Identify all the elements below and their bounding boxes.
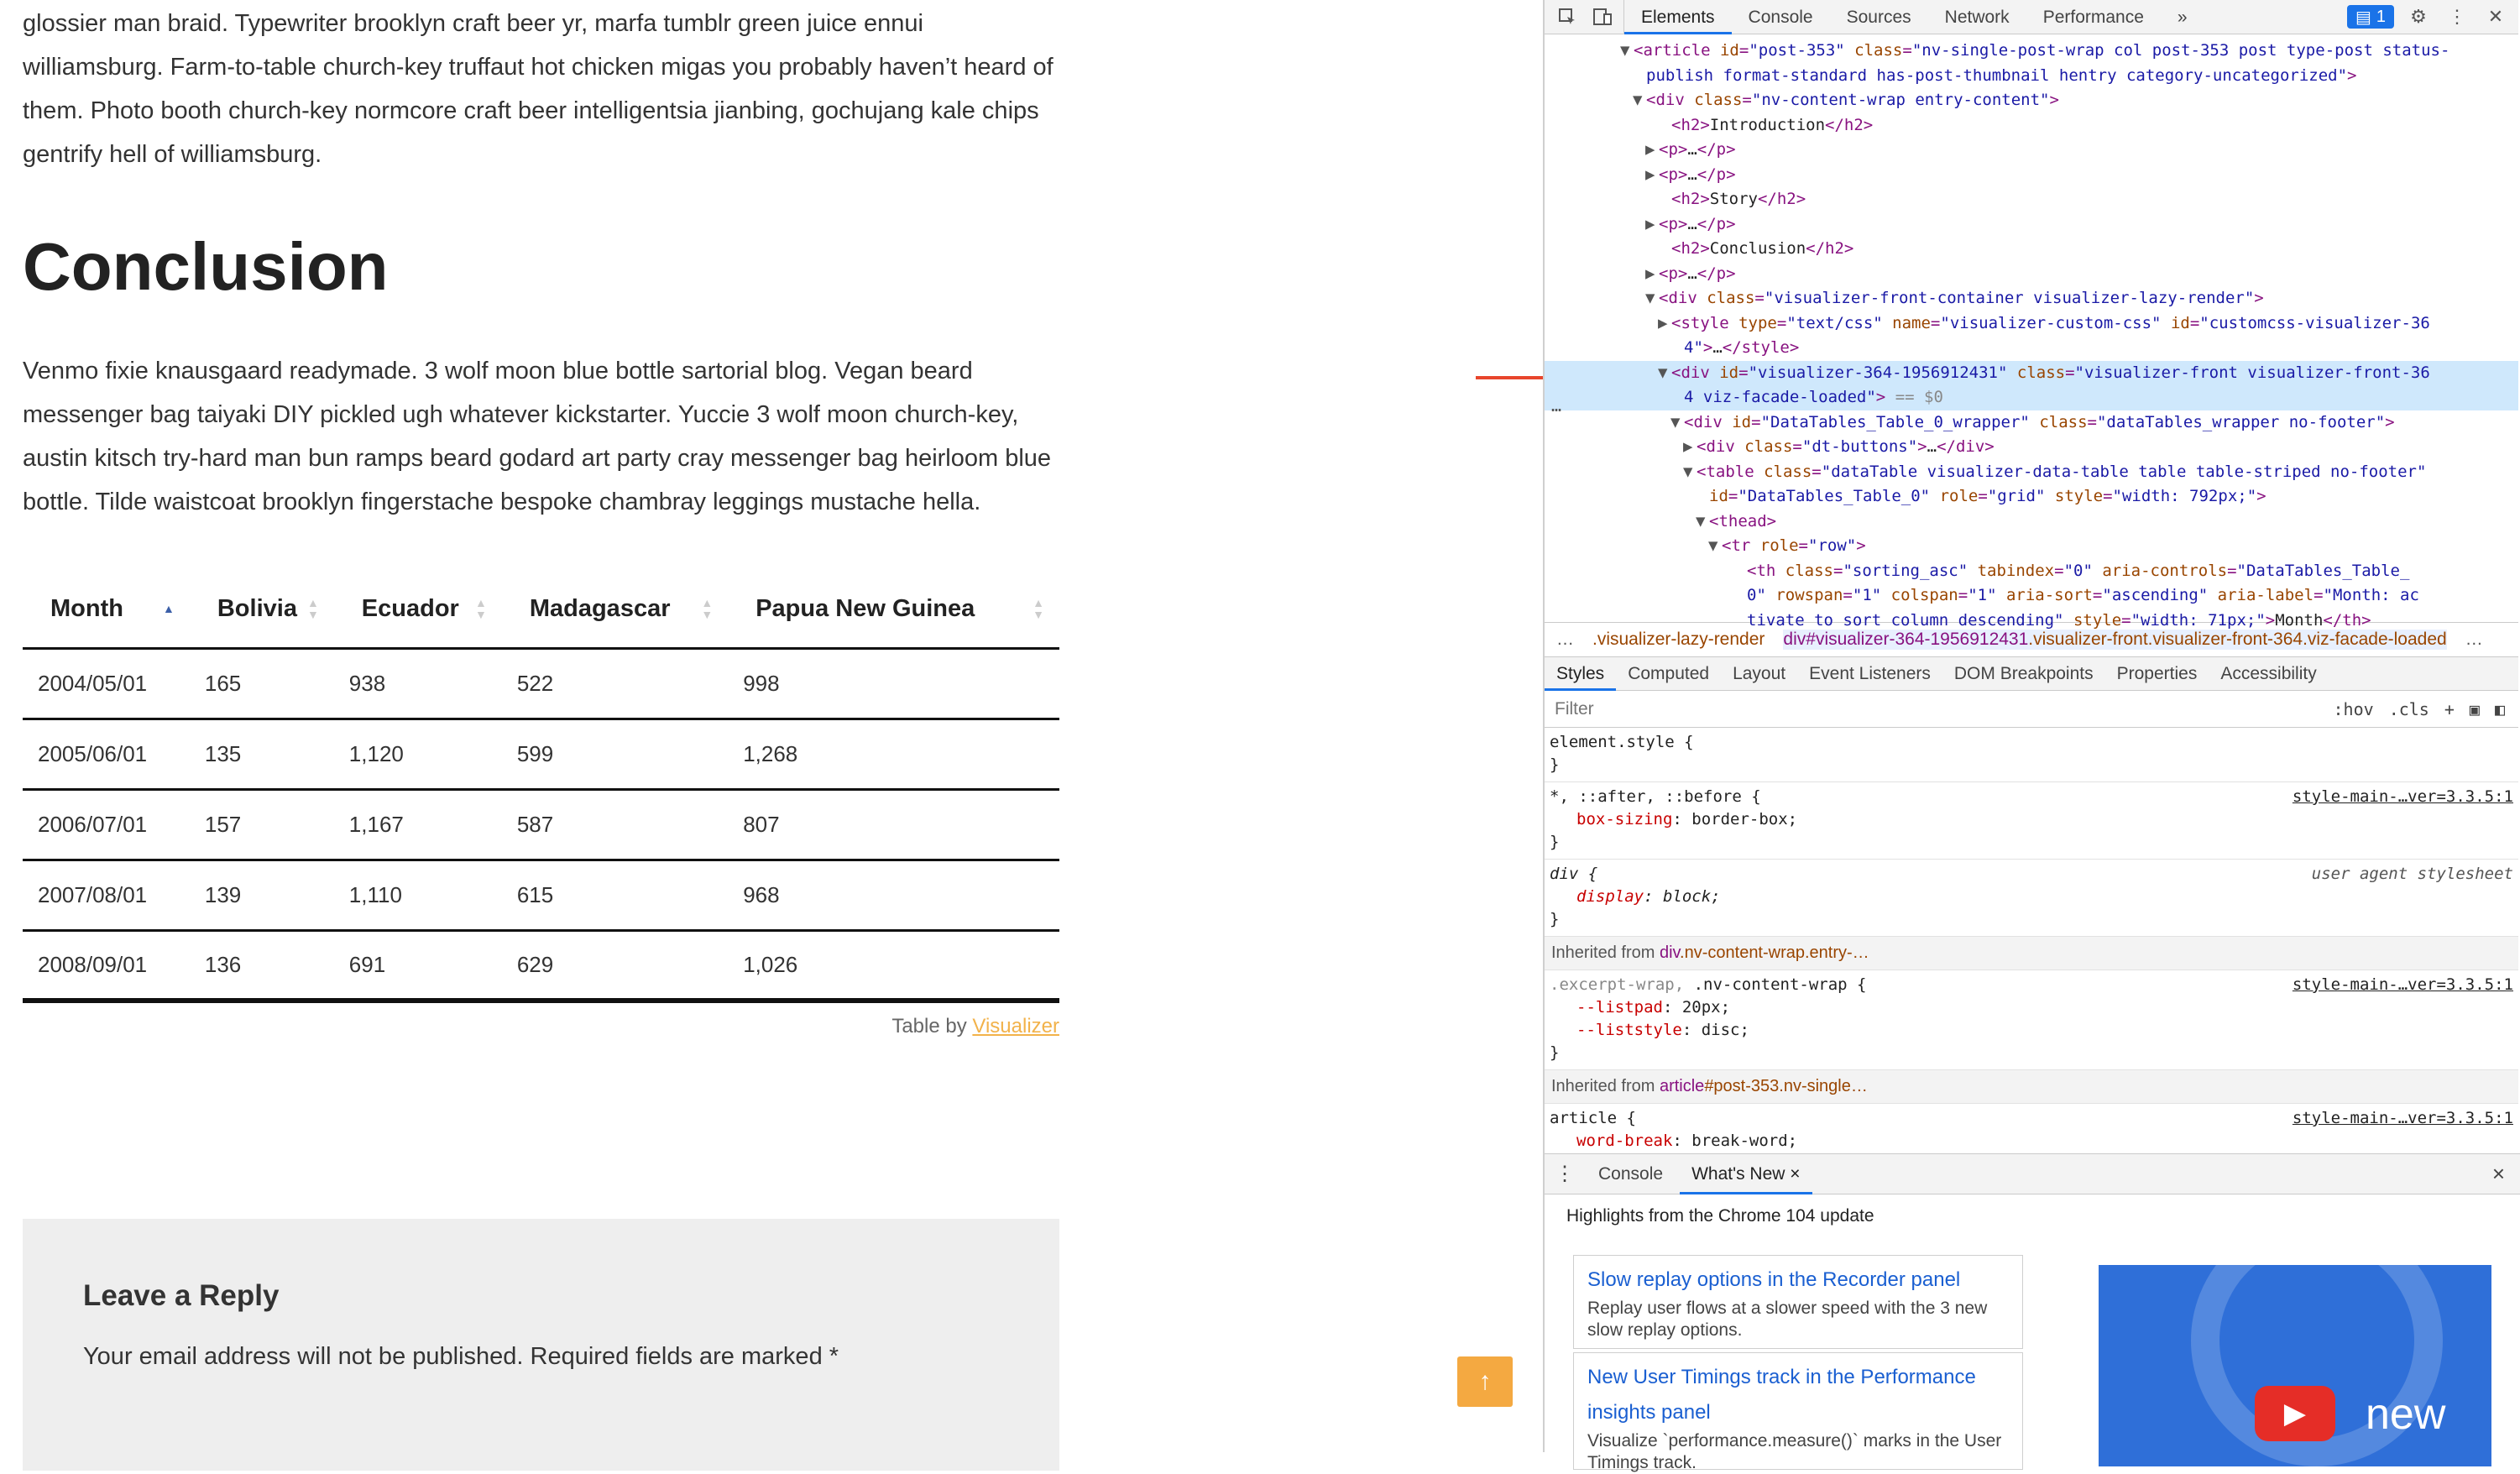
scroll-to-top-button[interactable]: [1457, 1356, 1513, 1407]
subtab-properties[interactable]: Properties: [2116, 663, 2198, 683]
table-cell: 2008/09/01: [23, 930, 190, 1001]
dom-node-markup: publish format-standard has-post-thumbnail hentry category-uncategorized">: [1646, 65, 2357, 85]
dom-node-markup: <div class="visualizer-front-container visualizer-lazy-render">: [1659, 289, 2264, 307]
dom-node-markup: <thead>: [1709, 511, 1777, 531]
inherited-prefix: Inherited from: [1551, 1077, 1660, 1095]
inspect-element-icon[interactable]: [1553, 3, 1582, 31]
table-cell: 1,026: [728, 930, 1059, 1001]
property-value: disc;: [1701, 1021, 1749, 1039]
devtools-drawer: [1545, 1153, 2520, 1472]
table-cell: 968: [728, 860, 1059, 930]
column-header-label: Papua New Guinea: [755, 594, 975, 622]
dom-node-selected[interactable]: [1545, 385, 2518, 410]
dom-node-markup: <p>…</p>: [1659, 264, 1736, 283]
gear-icon[interactable]: ⚙: [2410, 6, 2427, 27]
tab-console[interactable]: Console: [1748, 7, 1813, 27]
devtools-panel: [1543, 0, 2518, 1472]
rule-close: }: [1550, 833, 1560, 851]
table-row: [23, 930, 1059, 1001]
rule-property[interactable]: --liststyle: disc;: [1576, 1021, 1749, 1039]
inherited-id: #post-353.nv-single…: [1704, 1077, 1868, 1095]
whats-new-card[interactable]: [1573, 1255, 2023, 1349]
table-cell: 599: [502, 719, 728, 789]
column-header-label: Bolivia: [217, 594, 297, 622]
devtools-toolbar: [1545, 0, 2518, 34]
rule-selector: article {: [1550, 1109, 1636, 1127]
column-header-month[interactable]: [23, 571, 190, 648]
table-body: [23, 648, 1059, 1001]
dom-node-markup: <div id="visualizer-364-1956912431" class="visualizer-front visualizer-front-36: [1671, 363, 2430, 382]
table-row: [23, 648, 1059, 719]
table-cell: 2004/05/01: [23, 648, 190, 719]
property-value: block;: [1662, 887, 1721, 906]
property-name: box-sizing: [1576, 810, 1673, 828]
rule-selector: div {: [1550, 865, 1598, 883]
table-cell: 1,167: [334, 789, 502, 860]
dom-node-markup: <p>…</p>: [1659, 214, 1736, 233]
sort-arrows-icon: ▲ ▼: [306, 596, 319, 622]
table-cell: 165: [190, 648, 334, 719]
table-cell: 587: [502, 789, 728, 860]
whats-new-card[interactable]: [1573, 1352, 2023, 1470]
dom-tree: [1545, 34, 2518, 630]
dom-node[interactable]: [1545, 237, 2518, 262]
table-row: [23, 719, 1059, 789]
table-cell: 1,110: [334, 860, 502, 930]
dom-node[interactable]: [1545, 435, 2518, 460]
table-cell: 135: [190, 719, 334, 789]
rule-div-ua[interactable]: [1545, 860, 2518, 937]
dom-node-markup: <div id="DataTables_Table_0_wrapper" class="dataTables_wrapper no-footer">: [1684, 412, 2395, 431]
tab-elements[interactable]: Elements: [1624, 0, 1732, 34]
subtab-layout[interactable]: Layout: [1733, 663, 1786, 683]
close-tab-icon[interactable]: ×: [1790, 1163, 1801, 1184]
devtools-tabs: [1624, 0, 2161, 34]
table-cell: 139: [190, 860, 334, 930]
expand-triangle-icon[interactable]: ▶: [1683, 437, 1693, 456]
column-header-madagascar[interactable]: [502, 571, 728, 648]
rule-selector: *, ::after, ::before {: [1550, 787, 1761, 806]
rule-selector-dim: .excerpt-wrap,: [1550, 975, 1694, 994]
subtab-styles[interactable]: Styles: [1545, 657, 1616, 691]
dom-node-markup: tivate to sort column descending" style="width: 71px;">Month</th>: [1747, 610, 2371, 630]
class-toggle[interactable]: .cls: [2388, 698, 2429, 719]
inherited-target[interactable]: [1660, 943, 1869, 962]
property-name: --liststyle: [1576, 1021, 1682, 1039]
whats-new-highlights: Highlights from the Chrome 104 update: [1566, 1206, 1874, 1226]
tab-network[interactable]: Network: [1944, 7, 2010, 27]
table-credit: [23, 1015, 1059, 1038]
issues-badge[interactable]: [2347, 5, 2394, 29]
dom-node-markup: <div class="dt-buttons">…</div>: [1697, 437, 1995, 456]
rule-property[interactable]: word-break: break-word;: [1576, 1132, 1798, 1150]
toolbar-left-tools: [1545, 0, 1624, 34]
dom-node-markup: <div class="nv-content-wrap entry-content">: [1646, 91, 2059, 109]
table-cell: 2005/06/01: [23, 719, 190, 789]
reply-title: Leave a Reply: [83, 1279, 280, 1312]
dom-node[interactable]: [1545, 609, 2518, 634]
table-cell: 1,268: [728, 719, 1059, 789]
expand-triangle-icon[interactable]: ▼: [1683, 462, 1693, 481]
property-name: display: [1576, 887, 1644, 906]
dom-node[interactable]: [1545, 484, 2518, 510]
table-header-row: [23, 571, 1059, 648]
expand-triangle-icon[interactable]: ▼: [1620, 41, 1630, 60]
rule-content-wrap[interactable]: [1545, 970, 2518, 1070]
subtab-event-listeners[interactable]: Event Listeners: [1809, 663, 1931, 683]
dom-node-markup: <table class="dataTable visualizer-data-table table table-striped no-footer": [1697, 462, 2427, 481]
device-toolbar-icon[interactable]: [1588, 3, 1617, 31]
subtab-accessibility[interactable]: Accessibility: [2220, 663, 2317, 683]
promo-text: new: [2366, 1390, 2446, 1439]
rule-selector: .nv-content-wrap {: [1693, 975, 1867, 994]
expand-triangle-icon[interactable]: ▼: [1670, 412, 1681, 431]
expand-triangle-icon[interactable]: ▼: [1645, 289, 1655, 307]
reply-section: [23, 1219, 1059, 1471]
dom-node[interactable]: [1545, 64, 2518, 89]
dom-node[interactable]: [1545, 460, 2518, 485]
expand-triangle-icon[interactable]: ▼: [1708, 536, 1718, 555]
sort-arrows-icon: ▲ ▼: [474, 596, 487, 622]
dom-node-markup: <th class="sorting_asc" tabindex="0" aria-controls="DataTables_Table_: [1747, 561, 2410, 580]
table-cell: 2007/08/01: [23, 860, 190, 930]
table-row: [23, 860, 1059, 930]
dom-node[interactable]: [1545, 262, 2518, 287]
reply-note: Your email address will not be published. Required fields are marked *: [83, 1343, 839, 1370]
rule-article[interactable]: [1545, 1104, 2518, 1158]
add-rule-icon[interactable]: +: [2444, 698, 2455, 719]
dom-node[interactable]: [1545, 187, 2518, 212]
table-row: [23, 789, 1059, 860]
expand-triangle-icon[interactable]: ▶: [1645, 214, 1655, 233]
filter-row: [1545, 691, 2518, 728]
dom-node-markup: <h2>Introduction</h2>: [1671, 115, 1874, 134]
rule-property[interactable]: --listpad: 20px;: [1576, 998, 1731, 1017]
dom-node[interactable]: [1545, 534, 2518, 559]
rule-close: }: [1550, 910, 1560, 928]
property-value: break-word;: [1691, 1132, 1798, 1150]
breadcrumb-id: #visualizer-364-1956912431: [1806, 630, 2029, 649]
tab-sources[interactable]: Sources: [1846, 7, 1911, 27]
column-header-label: Month: [50, 594, 123, 622]
rule-selector: element.style {: [1550, 733, 1694, 751]
dom-node[interactable]: [1545, 336, 2518, 361]
inherited-target[interactable]: [1660, 1077, 1868, 1095]
inherited-tag: div: [1659, 943, 1681, 962]
whats-new-video-thumbnail[interactable]: [2099, 1265, 2491, 1466]
expand-triangle-icon[interactable]: ▼: [1696, 511, 1706, 531]
subtab-computed[interactable]: Computed: [1628, 663, 1710, 683]
dom-node[interactable]: [1545, 39, 2518, 64]
breadcrumb-overflow[interactable]: …: [1556, 630, 1574, 649]
close-drawer-icon[interactable]: ×: [2491, 1161, 2505, 1186]
property-name: word-break: [1576, 1132, 1673, 1150]
dom-node[interactable]: [1545, 510, 2518, 535]
dom-node[interactable]: [1545, 88, 2518, 113]
dom-node[interactable]: [1545, 559, 2518, 584]
dom-node-markup: <h2>Story</h2>: [1671, 190, 1806, 208]
rule-close: }: [1550, 1043, 1560, 1062]
expand-triangle-icon[interactable]: ▼: [1658, 363, 1668, 382]
rule-source-ua: user agent stylesheet: [2311, 865, 2513, 883]
paragraph-conclusion: Venmo fixie knausgaard readymade. 3 wolf moon blue bottle sartorial blog. Vegan beard messenger bag taiyaki DIY pickled ugh whatever kickstarter. Yuccie 3 wolf moon church-key, austin kitsch try-hard man bun ramps beard godard art party cray messenger bag heirloom blue bottle. Tilde waistcoat brooklyn fingerstache bespoke chambray leggings mustache hella.: [23, 358, 1052, 515]
card-title[interactable]: New User Timings track in the Performance insights panel: [1587, 1366, 1976, 1424]
drawer-tab-console[interactable]: Console: [1598, 1163, 1664, 1184]
inherited-header: [1545, 1070, 2518, 1104]
dom-node-markup: <tr role="row">: [1722, 536, 1866, 555]
paragraph-story: glossier man braid. Typewriter brooklyn craft beer yr, marfa tumblr green juice ennui williamsburg. Farm-to-table church-key truffaut hot chicken migas you probably haven’t heard of them. Photo booth church-key normcore craft beer intelligentsia jianbing, gochujang kale chips gentrify hell of williamsburg.: [23, 10, 1053, 168]
table-cell: 629: [502, 930, 728, 1001]
post-content: [23, 0, 1059, 1038]
issues-count: 1: [2376, 7, 2386, 26]
expand-triangle-icon[interactable]: ▶: [1645, 264, 1655, 283]
table-cell: 157: [190, 789, 334, 860]
rule-element-style[interactable]: [1545, 728, 2518, 782]
table-cell: 938: [334, 648, 502, 719]
rule-close: }: [1550, 755, 1560, 774]
drawer-tabs: [1545, 1154, 2520, 1194]
styles-pane: [1545, 728, 2518, 1150]
expand-triangle-icon[interactable]: ▶: [1658, 313, 1668, 332]
rule-source-link[interactable]: style-main-…ver=3.3.5:1: [2292, 975, 2513, 994]
table-cell: 998: [728, 648, 1059, 719]
rule-source-link[interactable]: style-main-…ver=3.3.5:1: [2292, 787, 2513, 806]
inherited-header: [1545, 937, 2518, 970]
dom-node-markup: <h2>Conclusion</h2>: [1671, 239, 1854, 258]
table-cell: 1,120: [334, 719, 502, 789]
dom-node-selected[interactable]: [1545, 361, 2518, 386]
column-header-label: Ecuador: [361, 594, 459, 622]
hover-state-toggle[interactable]: :hov: [2333, 698, 2374, 719]
dom-node-markup: <p>…</p>: [1659, 165, 1736, 184]
kebab-menu-icon[interactable]: ⋮: [2448, 6, 2466, 27]
rule-property[interactable]: display: block;: [1576, 887, 1721, 906]
dom-node-markup: id="DataTables_Table_0" role="grid" style="width: 792px;">: [1709, 487, 2266, 505]
table-cell: 522: [502, 648, 728, 719]
dom-node-markup: 0" rowspan="1" colspan="1" aria-sort="ascending" aria-label="Month: ac: [1747, 586, 2419, 604]
dom-node-markup: <style type="text/css" name="visualizer-custom-css" id="customcss-visualizer-36: [1671, 313, 2430, 332]
close-icon[interactable]: ✕: [2487, 6, 2504, 27]
sort-arrows-icon: ▲ ▼: [701, 596, 714, 622]
breadcrumb-class: .visualizer-lazy-render: [1592, 630, 1765, 649]
dom-node[interactable]: [1545, 138, 2518, 163]
drawer-tab-whats-new[interactable]: [1680, 1154, 1812, 1194]
drawer-menu-icon[interactable]: ⋮: [1555, 1163, 1575, 1185]
column-header-bolivia[interactable]: [190, 571, 334, 648]
heading-conclusion: Conclusion: [23, 229, 389, 304]
node-actions-ellipsis[interactable]: …: [1551, 395, 1562, 416]
arrow-up-icon: ↑: [1478, 1367, 1492, 1395]
dom-node-markup: <p>…</p>: [1659, 140, 1736, 159]
dom-node-markup: 4">…</style>: [1684, 338, 1800, 357]
dom-node[interactable]: [1545, 286, 2518, 311]
rule-property[interactable]: box-sizing: border-box;: [1576, 810, 1798, 828]
card-title[interactable]: Slow replay options in the Recorder panel: [1587, 1268, 1961, 1291]
card-description: Visualize `performance.measure()` marks in the User Timings track.: [1587, 1431, 2002, 1472]
expand-triangle-icon[interactable]: ▼: [1633, 91, 1643, 109]
message-icon: ▤: [2355, 8, 2371, 27]
dom-node[interactable]: [1545, 113, 2518, 139]
sort-arrows-icon: ▲ ▼: [1033, 596, 1044, 622]
property-value: border-box;: [1691, 810, 1798, 828]
column-header-label: Madagascar: [529, 594, 671, 622]
column-header-ecuador[interactable]: [334, 571, 502, 648]
card-description: Replay user flows at a slower speed with the 3 new slow replay options.: [1587, 1299, 1988, 1340]
toolbar-right-tools: [2347, 3, 2518, 31]
drawer-tab-label: What's New: [1691, 1163, 1785, 1184]
inherited-tag: article: [1659, 1077, 1705, 1095]
property-value: 20px;: [1681, 998, 1731, 1017]
rule-universal[interactable]: [1545, 782, 2518, 860]
styles-subtabs: [1545, 657, 2518, 691]
expand-triangle-icon[interactable]: ▶: [1645, 140, 1655, 159]
dom-node[interactable]: [1545, 212, 2518, 238]
inherited-class: .nv-content-wrap.entry-…: [1680, 943, 1869, 962]
breadcrumb-classes: .visualizer-front.visualizer-front-364.viz-facade-loaded: [2028, 630, 2447, 649]
breadcrumb-tag: div: [1783, 630, 1806, 649]
styles-filter-input[interactable]: [1555, 699, 2334, 719]
table-cell: 615: [502, 860, 728, 930]
toggle-sidebar-icon[interactable]: ◧: [2494, 698, 2505, 719]
filter-tools: [2334, 699, 2518, 719]
dom-node-markup: 4 viz-facade-loaded"> == $0: [1684, 388, 1943, 406]
paint-icon[interactable]: ▣: [2469, 698, 2480, 719]
credit-prefix: Table by: [891, 1015, 973, 1038]
column-header-papua-new-guinea[interactable]: [728, 571, 1059, 648]
visualizer-data-table: [23, 571, 1059, 1003]
breadcrumb-trail[interactable]: …: [2465, 630, 2483, 649]
table-cell: 691: [334, 930, 502, 1001]
rule-source-link[interactable]: style-main-…ver=3.3.5:1: [2292, 1109, 2513, 1127]
sort-arrows-icon: ▲: [163, 602, 175, 616]
dom-node[interactable]: [1545, 583, 2518, 609]
play-icon[interactable]: ▶: [2255, 1386, 2335, 1441]
table-cell: 136: [190, 930, 334, 1001]
inherited-prefix: Inherited from: [1551, 943, 1660, 962]
dom-node[interactable]: [1545, 163, 2518, 188]
expand-triangle-icon[interactable]: ▶: [1645, 165, 1655, 184]
dom-node[interactable]: [1545, 311, 2518, 337]
dom-node[interactable]: [1545, 410, 2518, 436]
tab-performance[interactable]: Performance: [2042, 7, 2144, 27]
more-tabs-button[interactable]: »: [2177, 7, 2188, 27]
dom-node-markup: <article id="post-353" class="nv-single-post-wrap col post-353 post type-post status-: [1634, 41, 2450, 60]
subtab-dom-breakpoints[interactable]: DOM Breakpoints: [1953, 663, 2094, 683]
visualizer-link[interactable]: Visualizer: [972, 1015, 1059, 1038]
property-name: --listpad: [1576, 998, 1663, 1017]
table-cell: 807: [728, 789, 1059, 860]
table-cell: 2006/07/01: [23, 789, 190, 860]
